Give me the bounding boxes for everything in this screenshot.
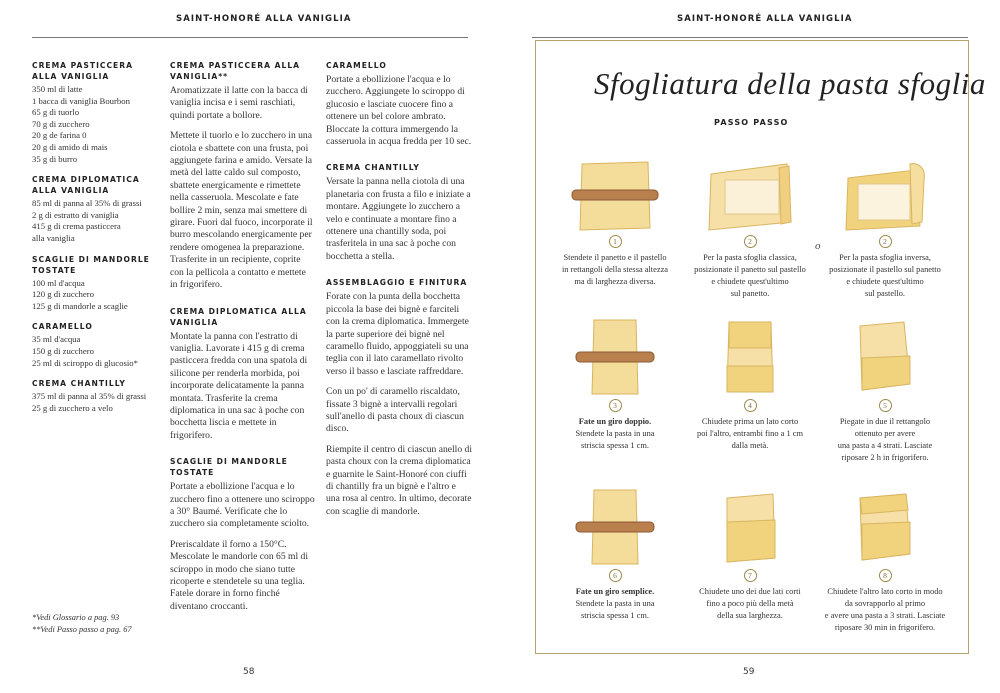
- footnote: *Vedi Glossario a pag. 93: [32, 613, 120, 622]
- step-caption-bold: Fate un giro doppio.: [578, 417, 652, 426]
- dough-rolling-pin-icon: [570, 160, 660, 232]
- ingredient-line: 85 ml di panna al 35% di grassi: [32, 198, 142, 209]
- dough-rolling-pin-icon: [570, 318, 660, 396]
- step-4: [675, 318, 825, 452]
- ingredient-line: 2 g di estratto di vaniglia: [32, 209, 119, 220]
- step-caption-text: Stendete la pasta in una striscia spessa 1 cm.: [575, 429, 655, 450]
- dough-fold-icon: [840, 160, 930, 232]
- step-caption: [540, 586, 690, 622]
- method-paragraph: Preriscaldate il forno a 150°C. Mescolate le mandorle con 65 ml di sciroppo in modo che siano tutte ricoperte e stendetele su una teglia. Fatele dorare in forno finché diventano croccanti.: [170, 538, 309, 612]
- step-caption: Piegate in due il rettangolo ottenuto per avere una pasta a 4 strati. Lasciate riposare 2 h in frigorifero.: [837, 417, 933, 462]
- ingredient-line: 25 ml di sciroppo di glucosio*: [32, 357, 138, 368]
- ingredient-line: 375 ml di panna al 35% di grassi: [32, 391, 147, 402]
- ingredient-line: 1 bacca di vaniglia Bourbon: [32, 95, 130, 106]
- ingredient-heading: SCAGLIE DI MANDORLE TOSTATE: [32, 254, 150, 275]
- section-heading: ASSEMBLAGGIO E FINITURA: [326, 278, 468, 288]
- ingredients-column: [32, 60, 162, 414]
- step-number: 8: [879, 569, 892, 582]
- ingredient-line: 35 ml d'acqua: [32, 334, 81, 345]
- dough-fold-icon: [705, 488, 795, 566]
- method-paragraph: Montate la panna con l'estratto di vaniglia. Lavorate i 415 g di crema pasticcera fredda con una spatola di silicone per renderla morbida, poi incorporate delicatamente la panna montata. Trasferite la crema diplomatica in una sac à poche con bocchetta liscia e mettete in frigorifero.: [170, 330, 308, 441]
- page-number: 59: [743, 667, 755, 677]
- ingredient-heading: CARAMELLO: [32, 322, 93, 332]
- dough-fold-icon: [705, 318, 795, 396]
- step-number: 3: [609, 399, 622, 412]
- step-number: 6: [609, 569, 622, 582]
- ingredient-line: 70 g di zucchero: [32, 118, 90, 129]
- ingredient-heading: CREMA DIPLOMATICA ALLA VANIGLIA: [32, 175, 140, 196]
- step-caption: [540, 416, 690, 452]
- running-head: SAINT-HONORÉ ALLA VANIGLIA: [677, 14, 853, 24]
- step-8: [810, 488, 960, 634]
- section-heading: CREMA CHANTILLY: [326, 163, 420, 173]
- step-number: 2: [879, 235, 892, 248]
- or-label: o: [815, 240, 821, 252]
- step-caption: Per la pasta sfoglia classica, posizionate il panetto sul pastello e chiudete quest'ultimo sul panetto.: [694, 253, 806, 298]
- header-rule: [32, 37, 468, 38]
- ingredient-heading: CREMA PASTICCERA ALLA VANIGLIA: [32, 61, 133, 81]
- ingredient-line: 350 ml di latte: [32, 84, 83, 94]
- step-caption-text: Stendete la pasta in una striscia spessa 1 cm.: [575, 599, 655, 620]
- step-6: [540, 488, 690, 622]
- step-caption-bold: Fate un giro semplice.: [575, 587, 655, 596]
- running-head: SAINT-HONORÉ ALLA VANIGLIA: [176, 14, 352, 24]
- step-2-inverse: [810, 160, 960, 300]
- dough-fold-icon: [840, 488, 930, 566]
- ingredient-heading: CREMA CHANTILLY: [32, 379, 126, 389]
- ingredient-line: 25 g di zucchero a velo: [32, 402, 113, 413]
- step-number: 5: [879, 399, 892, 412]
- step-number: 7: [744, 569, 757, 582]
- page-number: 58: [243, 667, 255, 677]
- step-number: 2: [744, 235, 757, 248]
- ingredient-line: 150 g di zucchero: [32, 345, 94, 356]
- step-caption: Chiudete uno dei due lati corti fino a poco più della metà della sua larghezza.: [699, 587, 801, 620]
- ingredient-line: 125 g di mandorle a scaglie: [32, 300, 128, 311]
- step-caption: Chiudete prima un lato corto poi l'altro, entrambi fino a 1 cm dalla metà.: [697, 417, 803, 450]
- method-paragraph: Riempite il centro di ciascun anello di pasta choux con la crema diplomatica e guarnite le Saint-Honoré con ciuffi di chantilly fra un bignè e l'altro e una rosa al centro. In ultimo, decorate con scaglie di mandorle.: [326, 443, 472, 517]
- method-paragraph: Portate a ebollizione l'acqua e lo zucchero fino a ottenere uno sciroppo a 30° Baumé. Verificate che lo zucchero sia completamente sciolto.: [170, 481, 315, 530]
- ingredient-line: 415 g di crema pasticcera: [32, 221, 121, 232]
- footnotes: [32, 612, 132, 636]
- section-heading: SCAGLIE DI MANDORLE TOSTATE: [170, 457, 288, 478]
- step-7: [675, 488, 825, 622]
- dough-fold-icon: [705, 160, 795, 232]
- section-heading: CREMA DIPLOMATICA ALLA VANIGLIA: [170, 306, 307, 327]
- method-paragraph: Con un po' di caramello riscaldato, fissate 3 bignè a intervalli regolari sull'anello di pasta choux di ciascun disco.: [326, 386, 464, 435]
- ingredient-line: 20 g de farina 0: [32, 130, 87, 141]
- method-paragraph: Versate la panna nella ciotola di una planetaria con frusta a filo e iniziate a montare. Aggiungete lo zucchero a velo e continuate a montare fino a ottenere una chantilly soda, poi trasferitela in una sac à poche con bocchetta a stella.: [326, 176, 471, 262]
- ingredient-line: 100 ml d'acqua: [32, 277, 85, 288]
- step-caption: Stendete il panetto e il pastello in rettangoli della stessa altezza ma di larghezza diversa.: [561, 253, 669, 286]
- illustration-title: Sfogliatura della pasta sfoglia: [594, 66, 986, 101]
- ingredient-line: 65 g di tuorlo: [32, 107, 80, 118]
- section-heading: CREMA PASTICCERA ALLA VANIGLIA**: [170, 61, 301, 81]
- method-paragraph: Portate a ebollizione l'acqua e lo zucchero. Aggiungete lo sciroppo di glucosio e lasciate cuocere fino a ottenere un bel colore ambrato. Bloccate la cottura immergendo la casseruola in acqua fredda per 10 sec.: [326, 74, 472, 148]
- ingredient-line: 35 g di burro: [32, 153, 78, 164]
- header-rule: [532, 37, 968, 38]
- section-heading: CARAMELLO: [326, 61, 387, 70]
- step-by-step-label: PASSO PASSO: [714, 118, 789, 127]
- ingredient-line: 120 g di zucchero: [32, 289, 94, 300]
- step-number: 1: [609, 235, 622, 248]
- method-paragraph: Forate con la punta della bocchetta piccola la base dei bignè e farciteli con la crema diplomatica. Immergete la parte superiore dei bignè nel caramello fluido, appoggiateli su una teglia con il lato caramellato rivolto verso il basso e lasciate raffreddare.: [326, 291, 469, 377]
- dough-rolling-pin-icon: [570, 488, 660, 566]
- method-paragraph: Mettete il tuorlo e lo zucchero in una ciotola e sbattete con una frusta, poi aggiungete farina e amido. Versate la metà del latte caldo sul composto, sbattete energicamente e rimettete nella casseruola. Mescolate e fate bollire 2 min, senza mai smettere di girare. Fuori dal fuoco, incorporate il burro mescolando energicamente per rendere omogenea la preparazione. Trasferite in un recipiente, coprite con la pellicola a contatto e mettete in frigorifero.: [170, 130, 313, 291]
- right-page: [500, 0, 1000, 693]
- dough-fold-icon: [840, 318, 930, 396]
- step-2-classic: [675, 160, 825, 300]
- step-5: [810, 318, 960, 464]
- method-paragraph: Aromatizzate il latte con la bacca di vaniglia incisa e i semi raschiati, quindi portate a bollore.: [170, 85, 308, 121]
- step-caption: Chiudete l'altro lato corto in modo da sovrapporlo al primo e avere una pasta a 3 strati. Lasciate riposare 30 min in frigorifero.: [824, 587, 946, 632]
- ingredient-line: 20 g di amido di mais: [32, 141, 108, 152]
- method-column-a: [170, 60, 315, 621]
- step-caption: Per la pasta sfoglia inversa, posizionate il pastello sul panetto e chiudete quest'ultimo sul pastello.: [829, 253, 941, 298]
- step-3: [540, 318, 690, 452]
- method-column-b: [326, 60, 472, 526]
- step-1: [540, 160, 690, 288]
- step-number: 4: [744, 399, 757, 412]
- ingredient-line: alla vaniglia: [32, 232, 75, 243]
- footnote: **Vedi Passo passo a pag. 67: [32, 625, 132, 634]
